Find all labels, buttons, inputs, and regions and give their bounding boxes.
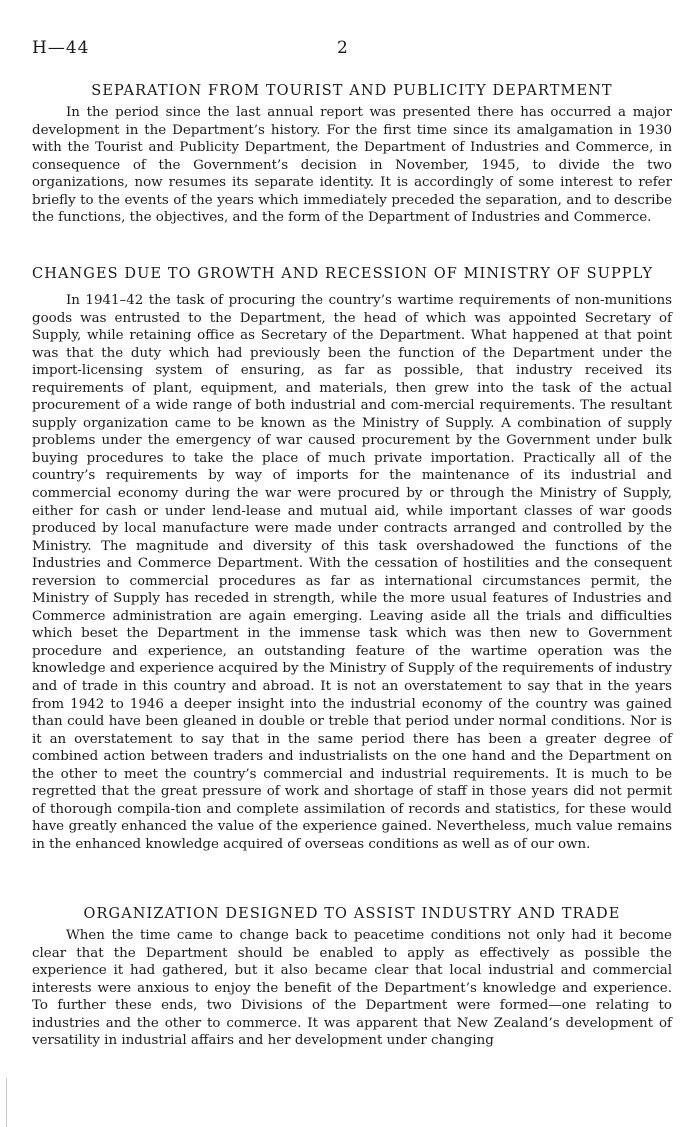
report-reference: H—44 — [32, 38, 90, 58]
paragraph-organization: When the time came to change back to peacetime conditions not only had it become clear that the Department should be enabled to apply as effectively as possible the experience it had gathered, but it also became clear that local industrial and commercial interests were anxious to enjoy the benefit of the Department’s knowledge and experience. To further these ends, two Divisions of the Department were formed—one relating to industries and the other to commerce. It was apparent that New Zealand’s development of versatility in industrial affairs and her development under changing — [32, 928, 672, 1049]
page-number: 2 — [337, 38, 348, 58]
paragraph-separation: In the period since the last annual report was presented there has occurred a major development in the Department’s history. For the first time since its amalgamation in 1930 with the Tourist and Publicity Department, the Department of Industries and Commerce, in consequence of the Government’s decision in November, 1945, to divide the two organizations, now resumes its separate identity. It is accordingly of some interest to refer briefly to the events of the years which immediately preceded the separation, and to describe the functions, the objectives, and the form of the Department of Industries and Commerce. — [32, 105, 672, 226]
margin-rule — [6, 1078, 7, 1127]
section-heading-changes: CHANGES DUE TO GROWTH AND RECESSION OF MINISTRY OF SUPPLY — [32, 266, 654, 282]
section-heading-organization: ORGANIZATION DESIGNED TO ASSIST INDUSTRY AND TRADE — [83, 906, 621, 922]
section-heading-separation: SEPARATION FROM TOURIST AND PUBLICITY DEPARTMENT — [91, 83, 613, 99]
page-header — [32, 38, 668, 62]
paragraph-changes: In 1941–42 the task of procuring the country’s wartime requirements of non-munitions goods was entrusted to the Department, the head of which was appointed Secretary of Supply, while retaining office as Secretary of the Department. What happened at that point was that the duty which had previously been the function of the Department under the import-licensing system of ensuring, as far as possible, that industry received its requirements of plant, equipment, and materials, then grew into the task of the actual procurement of a wide range of both industrial and com-mercial requirements. The resultant supply organization came to be known as the Ministry of Supply. A combination of supply problems under the emergency of war caused procurement by the Government under bulk buying procedures to take the place of much private importation. Practically all of the country’s requirements by way of imports for the maintenance of its industrial and commercial economy during the war were procured by or through the Ministry of Supply, either for cash or under lend-lease and mutual aid, while important classes of war goods produced by local manufacture were made under contracts arranged and controlled by the Ministry. The magnitude and diversity of this task overshadowed the functions of the Industries and Commerce Department. With the cessation of hostilities and the consequent reversion to commercial procedures as far as international circumstances permit, the Ministry of Supply has receded in strength, while the more usual features of Industries and Commerce administration are again emerging. Leaving aside all the trials and difficulties which beset the Department in the immense task which was then new to Government procedure and experience, an outstanding feature of the wartime operation was the knowledge and experience acquired by the Ministry of Supply of the requirements of industry and of trade in this country and abroad. It is not an overstatement to say that in the years from 1942 to 1946 a deeper insight into the industrial economy of the country was gained than could have been gleaned in double or treble that period under normal conditions. Nor is it an overstatement to say that in the same period there has been a greater degree of combined action between traders and industrialists on the one hand and the Department on the other to meet the country’s commercial and industrial requirements. It is much to be regretted that the great pressure of work and shortage of staff in those years did not permit of thorough compila-tion and complete assimilation of records and statistics, for these would have greatly enhanced the value of the experience gained. Nevertheless, much value remains in the enhanced knowledge acquired of overseas conditions as well as of our own. — [32, 293, 672, 852]
